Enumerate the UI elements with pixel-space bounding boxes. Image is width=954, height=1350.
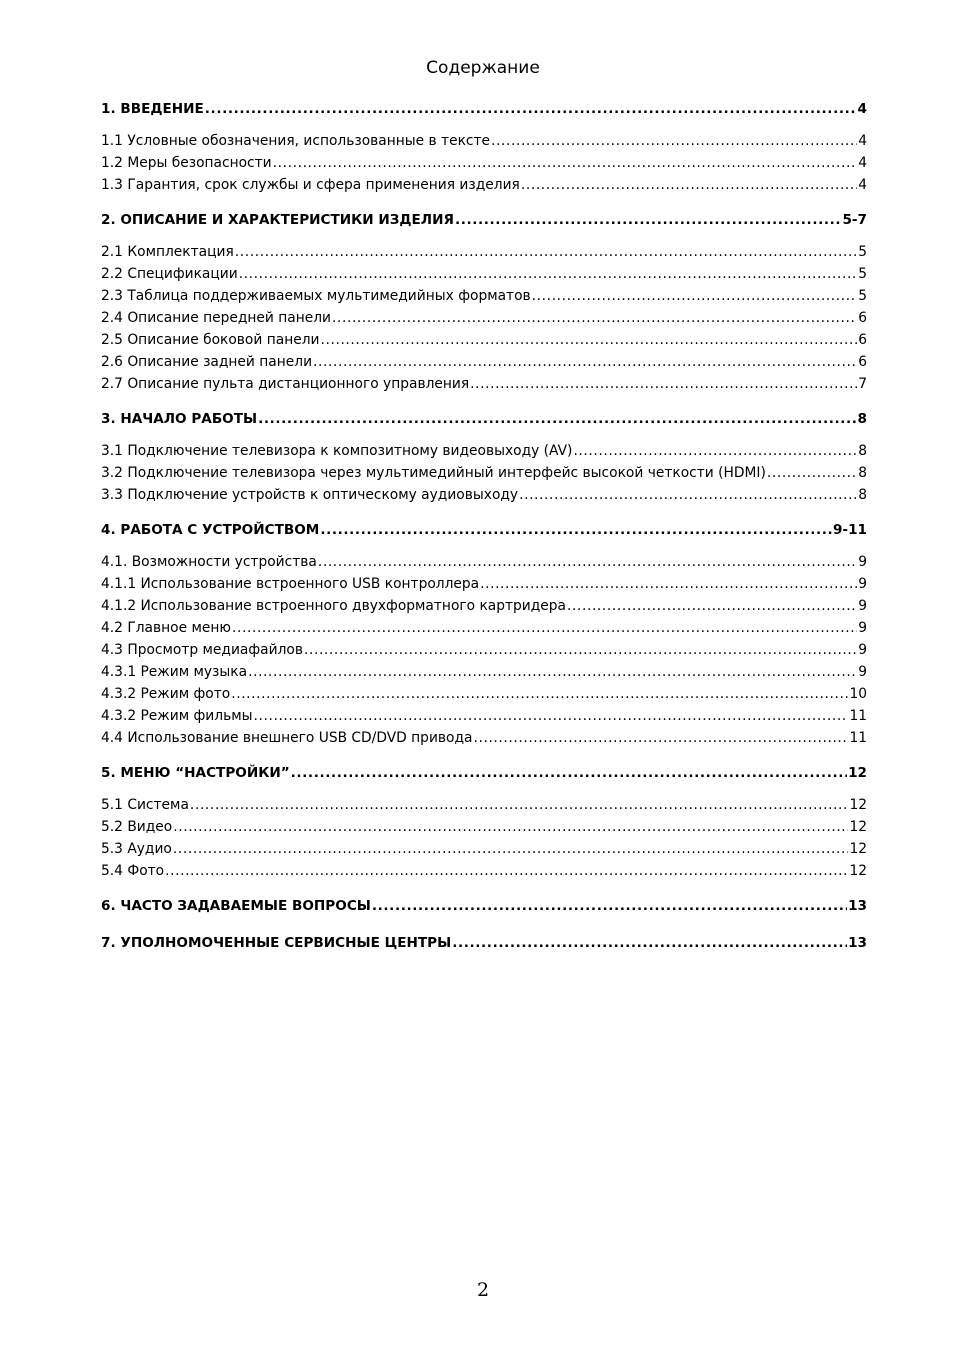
toc-item-page: 4 <box>858 177 867 193</box>
toc-item-page: 8 <box>858 465 867 481</box>
toc-item-label: 1.1 Условные обозначения, использованные в тексте <box>101 133 491 149</box>
toc-item-label: 2.1 Комплектация <box>101 244 234 260</box>
toc-item[interactable] <box>101 329 867 351</box>
toc-item-label: 4.1.2 Использование встроенного двухформатного картридера <box>101 598 567 614</box>
toc-item-label: 2.6 Описание задней панели <box>101 354 313 370</box>
toc-item-label: 4.2 Главное меню <box>101 620 232 636</box>
dot-leader <box>165 860 848 882</box>
toc-item[interactable] <box>101 373 867 395</box>
toc-item-label: 4.3 Просмотр медиафайлов <box>101 642 303 658</box>
dot-leader <box>291 762 847 784</box>
toc-item-label: 5.2 Видео <box>101 819 173 835</box>
toc-heading-page: 5-7 <box>842 212 867 228</box>
toc-item-label: 4.3.2 Режим фильмы <box>101 708 253 724</box>
dot-leader <box>321 329 858 351</box>
toc-heading-page: 12 <box>848 765 867 781</box>
toc-item-label: 5.4 Фото <box>101 863 165 879</box>
dot-leader <box>304 639 857 661</box>
toc-heading[interactable] <box>101 98 867 120</box>
toc-item[interactable] <box>101 130 867 152</box>
toc-item-label: 2.2 Спецификации <box>101 266 238 282</box>
toc-heading[interactable] <box>101 895 867 917</box>
toc-item[interactable] <box>101 551 867 573</box>
toc-item-page: 8 <box>858 443 867 459</box>
toc-item-label: 3.2 Подключение телевизора через мультимедийный интерфейс высокой четкости (HDMI) <box>101 465 766 481</box>
toc-item[interactable] <box>101 440 867 462</box>
table-of-contents <box>101 98 867 969</box>
dot-leader <box>205 98 857 120</box>
dot-leader <box>232 617 857 639</box>
toc-heading-label: 1. ВВЕДЕНИЕ <box>101 101 204 117</box>
toc-item-page: 12 <box>849 863 867 879</box>
toc-heading-label: 6. ЧАСТО ЗАДАВАЕМЫЕ ВОПРОСЫ <box>101 898 371 914</box>
toc-item-page: 11 <box>849 708 867 724</box>
toc-item-page: 4 <box>858 155 867 171</box>
toc-heading-label: 2. ОПИСАНИЕ И ХАРАКТЕРИСТИКИ ИЗДЕЛИЯ <box>101 212 454 228</box>
dot-leader <box>239 263 858 285</box>
page-number: 2 <box>476 1279 490 1301</box>
toc-item-page: 12 <box>849 797 867 813</box>
toc-heading-label: 5. МЕНЮ “НАСТРОЙКИ” <box>101 765 290 781</box>
toc-item[interactable] <box>101 639 867 661</box>
dot-leader <box>470 373 857 395</box>
toc-item-page: 9 <box>858 598 867 614</box>
toc-heading-page: 13 <box>848 898 867 914</box>
toc-item-label: 2.3 Таблица поддерживаемых мультимедийных форматов <box>101 288 531 304</box>
toc-item-page: 9 <box>858 554 867 570</box>
toc-item[interactable] <box>101 794 867 816</box>
toc-item-label: 2.7 Описание пульта дистанционного управления <box>101 376 470 392</box>
dot-leader <box>480 573 857 595</box>
toc-item[interactable] <box>101 816 867 838</box>
toc-item-label: 4.1. Возможности устройства <box>101 554 317 570</box>
toc-section <box>101 209 867 395</box>
toc-item-label: 1.3 Гарантия, срок службы и сфера применения изделия <box>101 177 520 193</box>
toc-item-page: 5 <box>858 288 867 304</box>
toc-item-page: 5 <box>858 266 867 282</box>
dot-leader <box>254 705 849 727</box>
toc-heading-page: 13 <box>848 935 867 951</box>
dot-leader <box>235 241 857 263</box>
toc-heading-page: 4 <box>857 101 867 117</box>
toc-item-page: 11 <box>849 730 867 746</box>
toc-section <box>101 408 867 506</box>
toc-item[interactable] <box>101 351 867 373</box>
dot-leader <box>519 484 857 506</box>
toc-item-label: 4.1.1 Использование встроенного USB контроллера <box>101 576 480 592</box>
toc-item-page: 5 <box>858 244 867 260</box>
toc-section <box>101 932 867 954</box>
toc-heading[interactable] <box>101 762 867 784</box>
dot-leader <box>567 595 857 617</box>
toc-item-page: 9 <box>858 576 867 592</box>
toc-item[interactable] <box>101 573 867 595</box>
dot-leader <box>455 209 841 231</box>
dot-leader <box>473 727 848 749</box>
toc-item-label: 4.3.1 Режим музыка <box>101 664 248 680</box>
toc-item[interactable] <box>101 705 867 727</box>
toc-heading-label: 7. УПОЛНОМОЧЕННЫЕ СЕРВИСНЫЕ ЦЕНТРЫ <box>101 935 452 951</box>
toc-item-page: 6 <box>858 332 867 348</box>
toc-item[interactable] <box>101 462 867 484</box>
toc-item-label: 5.1 Система <box>101 797 189 813</box>
dot-leader <box>258 408 856 430</box>
dot-leader <box>332 307 857 329</box>
toc-item[interactable] <box>101 152 867 174</box>
toc-item[interactable] <box>101 727 867 749</box>
dot-leader <box>190 794 849 816</box>
toc-item[interactable] <box>101 617 867 639</box>
toc-item-page: 6 <box>858 354 867 370</box>
dot-leader <box>573 440 857 462</box>
dot-leader <box>491 130 857 152</box>
toc-item[interactable] <box>101 174 867 196</box>
toc-item-label: 2.5 Описание боковой панели <box>101 332 320 348</box>
dot-leader <box>173 838 849 860</box>
toc-item[interactable] <box>101 595 867 617</box>
toc-heading[interactable] <box>101 519 867 541</box>
toc-heading-page: 8 <box>857 411 867 427</box>
toc-item-page: 8 <box>858 487 867 503</box>
toc-section <box>101 98 867 196</box>
dot-leader <box>767 462 857 484</box>
toc-item-label: 1.2 Меры безопасности <box>101 155 272 171</box>
dot-leader <box>320 519 832 541</box>
dot-leader <box>318 551 857 573</box>
toc-item-page: 7 <box>858 376 867 392</box>
toc-item-page: 12 <box>849 819 867 835</box>
dot-leader <box>248 661 857 683</box>
toc-section <box>101 519 867 749</box>
toc-item-label: 5.3 Аудио <box>101 841 172 857</box>
toc-item-page: 9 <box>858 642 867 658</box>
toc-heading[interactable] <box>101 932 867 954</box>
dot-leader <box>231 683 848 705</box>
dot-leader <box>532 285 858 307</box>
toc-item-label: 3.1 Подключение телевизора к композитному видеовыходу (AV) <box>101 443 573 459</box>
dot-leader <box>273 152 858 174</box>
dot-leader <box>313 351 857 373</box>
toc-heading-page: 9-11 <box>832 522 867 538</box>
dot-leader <box>173 816 848 838</box>
dot-leader <box>372 895 847 917</box>
toc-heading[interactable] <box>101 209 867 231</box>
toc-item-page: 9 <box>858 620 867 636</box>
toc-item[interactable] <box>101 661 867 683</box>
toc-item-label: 3.3 Подключение устройств к оптическому аудиовыходу <box>101 487 519 503</box>
toc-item-label: 4.3.2 Режим фото <box>101 686 231 702</box>
dot-leader <box>452 932 847 954</box>
toc-heading-label: 3. НАЧАЛО РАБОТЫ <box>101 411 258 427</box>
toc-item[interactable] <box>101 860 867 882</box>
toc-item[interactable] <box>101 241 867 263</box>
toc-item-page: 4 <box>858 133 867 149</box>
toc-item-label: 2.4 Описание передней панели <box>101 310 331 326</box>
toc-item[interactable] <box>101 683 867 705</box>
toc-item-page: 12 <box>849 841 867 857</box>
toc-section <box>101 762 867 882</box>
toc-item[interactable] <box>101 838 867 860</box>
dot-leader <box>521 174 857 196</box>
toc-item[interactable] <box>101 484 867 506</box>
toc-item-page: 6 <box>858 310 867 326</box>
page-title: Содержание <box>426 58 540 78</box>
toc-heading[interactable] <box>101 408 867 430</box>
toc-item[interactable] <box>101 263 867 285</box>
toc-heading-label: 4. РАБОТА С УСТРОЙСТВОМ <box>101 522 320 538</box>
toc-section <box>101 895 867 917</box>
toc-item[interactable] <box>101 307 867 329</box>
toc-item-label: 4.4 Использование внешнего USB CD/DVD привода <box>101 730 473 746</box>
toc-item-page: 10 <box>849 686 867 702</box>
toc-item-page: 9 <box>858 664 867 680</box>
toc-item[interactable] <box>101 285 867 307</box>
